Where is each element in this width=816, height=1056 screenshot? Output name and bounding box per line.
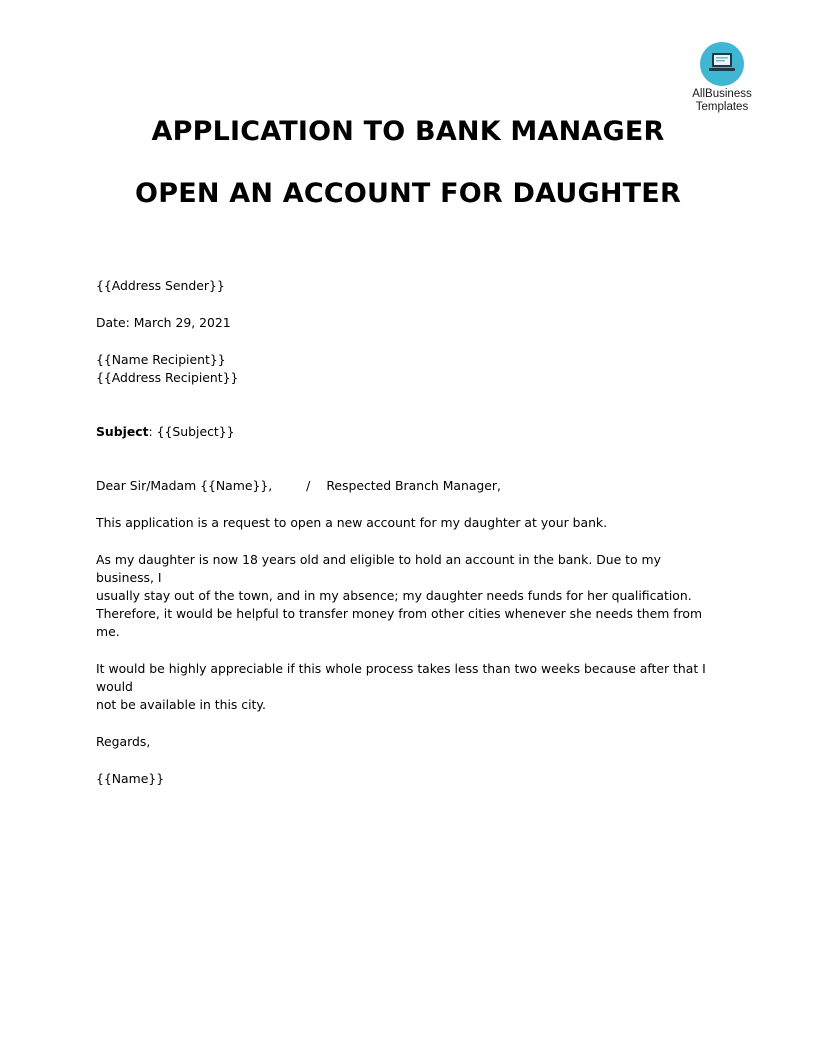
document-subtitle: OPEN AN ACCOUNT FOR DAUGHTER — [135, 178, 681, 209]
salutation — [96, 477, 720, 495]
paragraph-1: This application is a request to open a new account for my daughter at your bank. — [96, 515, 608, 530]
laptop-icon — [700, 42, 744, 86]
salutation-primary: Dear Sir/Madam {{Name}}, — [96, 478, 273, 493]
logo-text-line-1: AllBusiness — [692, 88, 752, 100]
letter-body — [96, 277, 720, 788]
sender-address: {{Address Sender}} — [96, 278, 225, 293]
signature: {{Name}} — [96, 771, 165, 786]
logo-text-line-2: Templates — [695, 101, 749, 113]
allbusiness-logo — [684, 42, 760, 114]
paragraph-2-line-1: As my daughter is now 18 years old and eligible to hold an account in the bank. Due to my business, I — [96, 552, 661, 585]
recipient-address: {{Address Recipient}} — [96, 370, 239, 385]
paragraph-2-line-3: Therefore, it would be helpful to transfer money from other cities whenever she needs them from me. — [96, 606, 703, 639]
document-title: APPLICATION TO BANK MANAGER — [151, 116, 665, 147]
subject-label: Subject — [96, 424, 149, 439]
letter-date: Date: March 29, 2021 — [96, 315, 231, 330]
paragraph-3-line-1: It would be highly appreciable if this whole process takes less than two weeks because after that I would — [96, 661, 706, 694]
paragraph-2-line-2: usually stay out of the town, and in my absence; my daughter needs funds for her qualification. — [96, 588, 692, 603]
subject-line — [96, 423, 720, 441]
recipient-name: {{Name Recipient}} — [96, 352, 226, 367]
subject-value: : {{Subject}} — [148, 424, 235, 439]
salutation-separator: / — [306, 478, 311, 493]
salutation-alternate: Respected Branch Manager, — [326, 478, 501, 493]
closing: Regards, — [96, 734, 151, 749]
paragraph-3-line-2: not be available in this city. — [96, 697, 266, 712]
